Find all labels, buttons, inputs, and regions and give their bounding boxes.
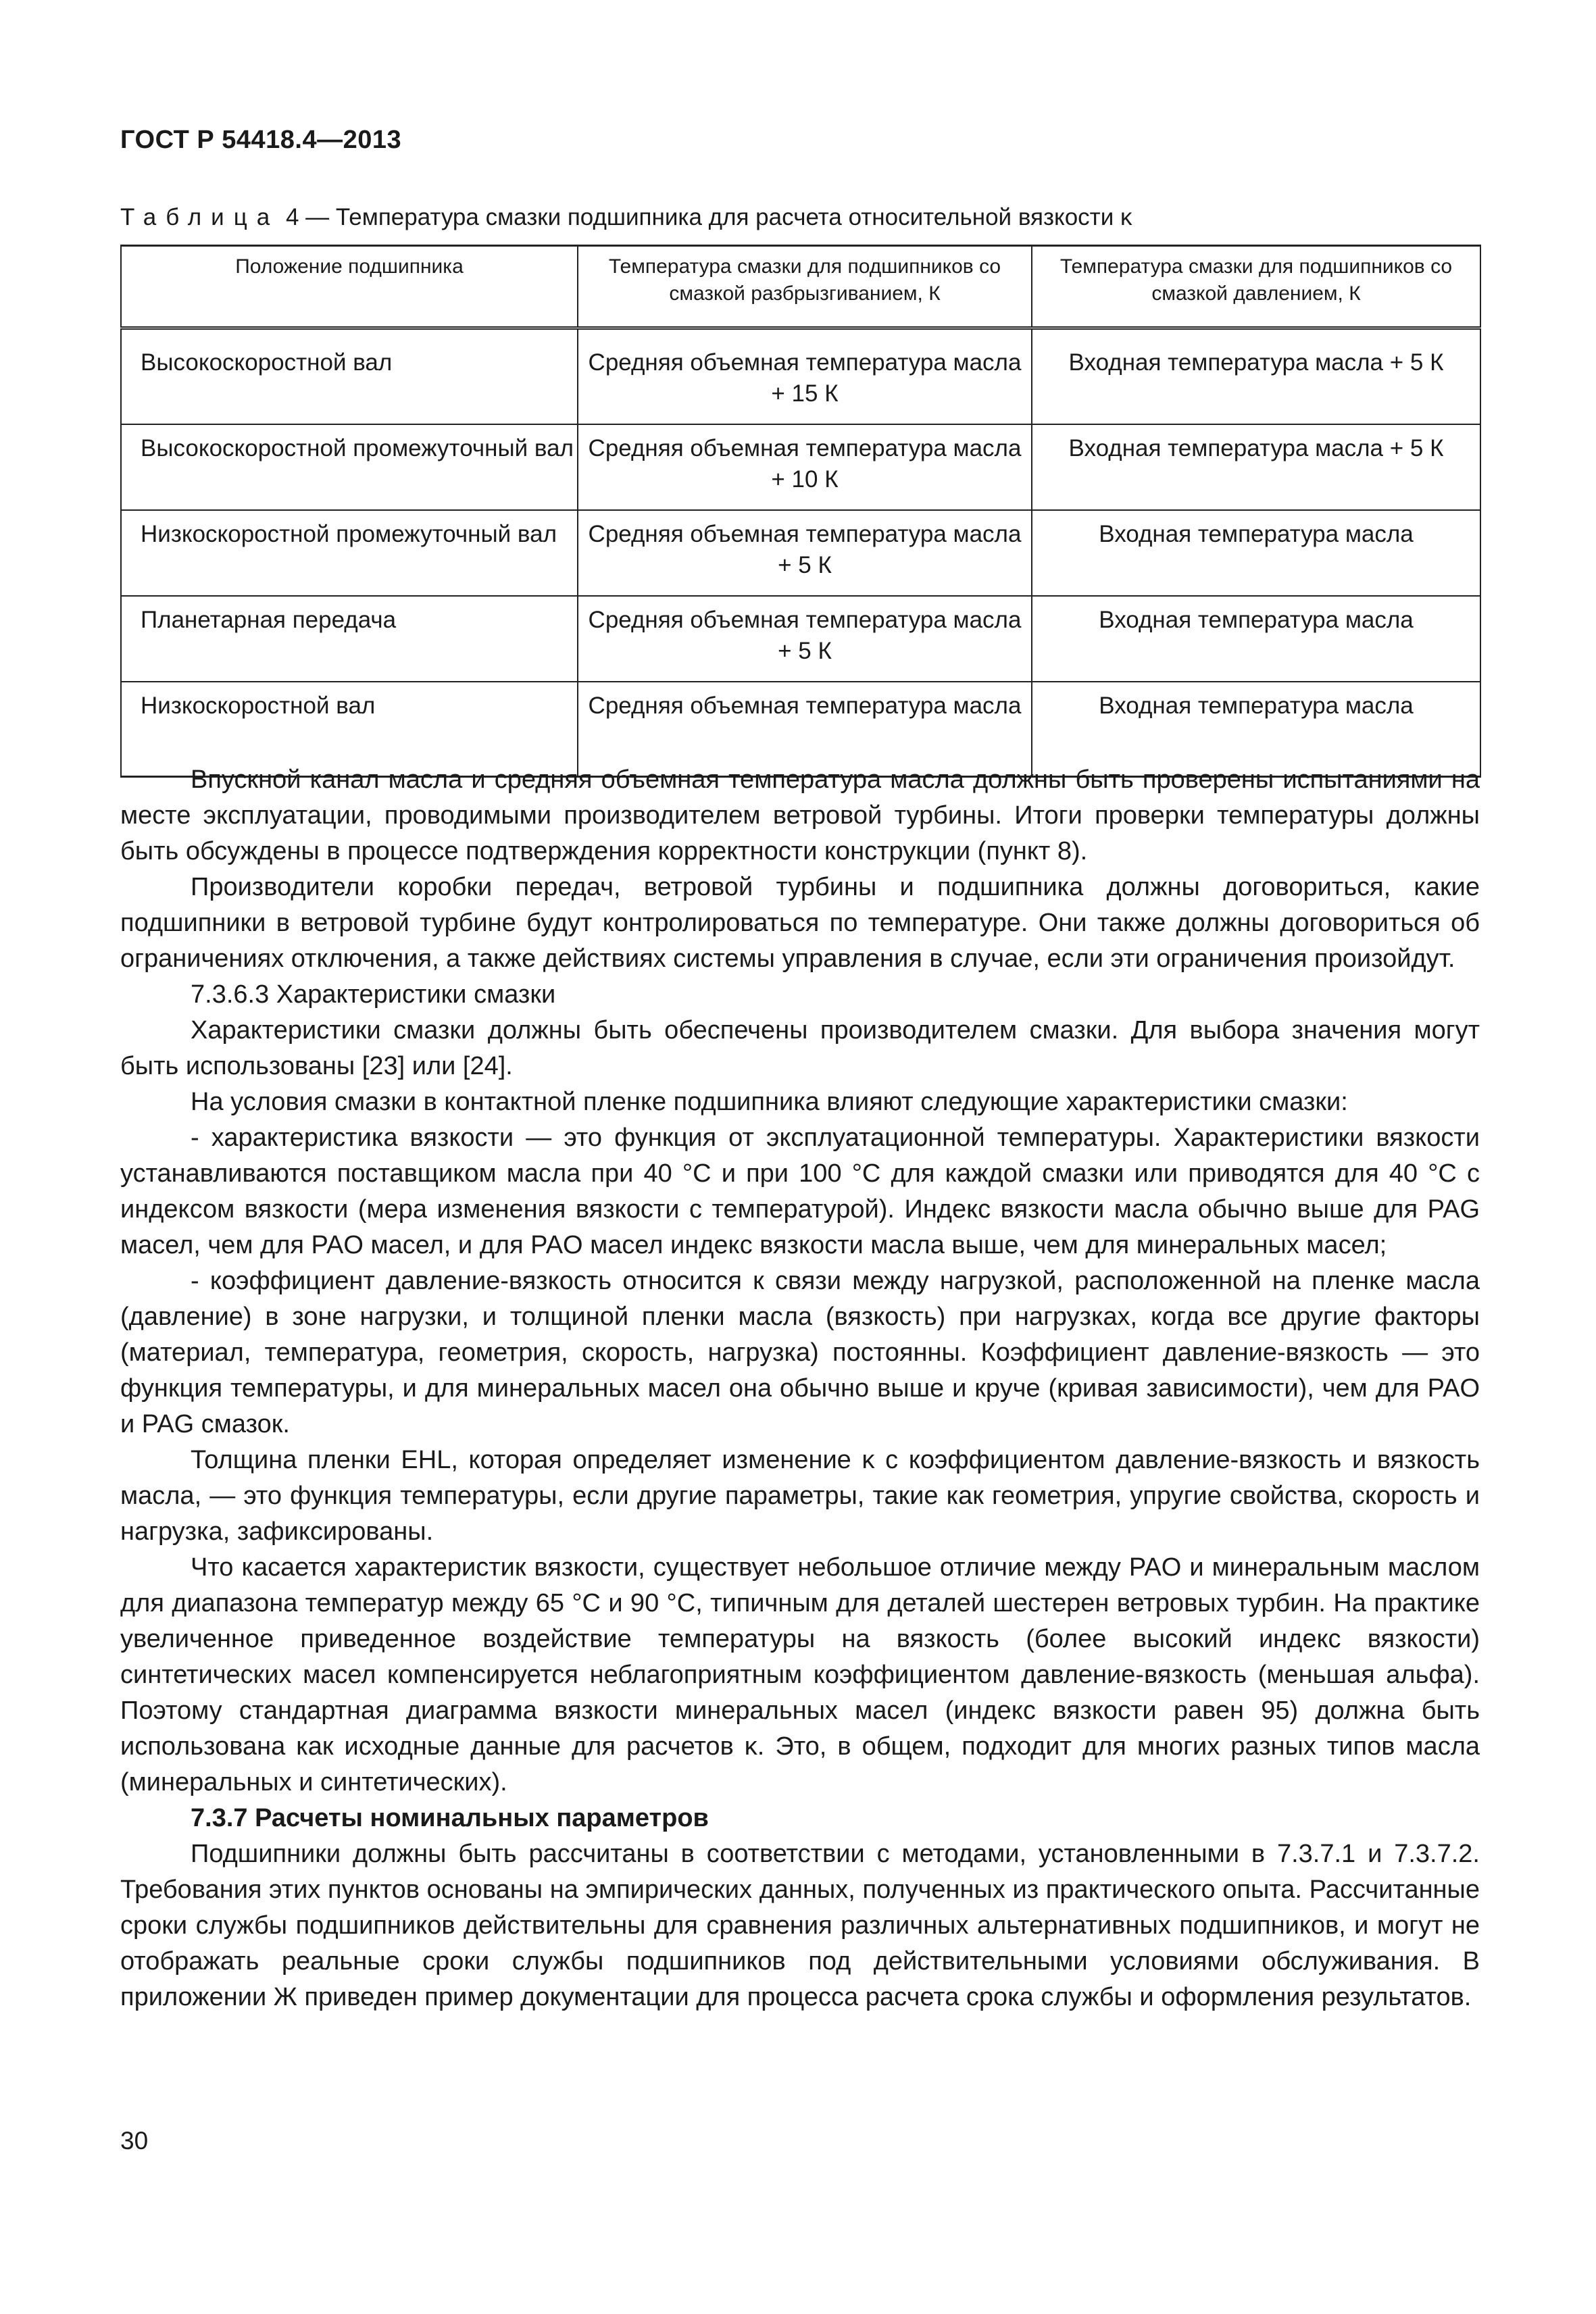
cell-splash: Средняя объемная температура масла [578,682,1032,777]
table-caption-text: 4 — Температура смазки подшипника для расчета относительной вязкости κ [279,204,1132,230]
cell-splash: Средняя объемная температура масла + 5 К [578,596,1032,682]
cell-position: Низкоскоростной промежуточный вал [121,510,578,596]
lubricant-temperature-table [120,245,1481,778]
cell-splash: Средняя объемная температура масла + 5 К [578,510,1032,596]
cell-splash: Средняя объемная температура масла + 15 К [578,328,1032,425]
cell-pressure: Входная температура масла [1032,682,1480,777]
body-text [120,762,1480,2015]
paragraph: Что касается характеристик вязкости, существует небольшое отличие между PAO и минеральным маслом для диапазона температур между 65 °С и 90 °С, типичным для деталей шестерен ветровых турбин. На практике увеличенное приведенное воздействие температуры на вязкость (более высокий индекс вязкости) синтетических масел компенсируется неблагоприятным коэффициентом давление-вязкость (меньшая альфа). Поэтому стандартная диаграмма вязкости минеральных масел (индекс вязкости равен 95) должна быть использована как исходные данные для расчетов κ. Это, в общем, подходит для многих разных типов масла (минеральных и синтетических). [120,1553,1480,1796]
paragraph: Характеристики смазки должны быть обеспечены производителем смазки. Для выбора значения могут быть использованы [23] или [24]. [120,1016,1480,1080]
list-item: - характеристика вязкости — это функция от эксплуатационной температуры. Характеристики вязкости устанавливаются поставщиком масла при 40 °С и при 100 °С для каждой смазки или приводятся для 40 °С с индексом вязкости (мера изменения вязкости с температурой). Индекс вязкости масла обычно выше для PAG масел, чем для PAO масел, и для PAO масел индекс вязкости масла выше, чем для минеральных масел; [120,1124,1480,1259]
page-number: 30 [120,2127,149,2155]
table-row [121,510,1480,596]
document-header: ГОСТ Р 54418.4—2013 [120,126,402,154]
table-row [121,424,1480,510]
column-header-position: Положение подшипника [121,246,578,328]
cell-pressure: Входная температура масла + 5 К [1032,424,1480,510]
table-row [121,328,1480,425]
table-caption-prefix: Таблица [120,204,280,230]
paragraph: На условия смазки в контактной пленке подшипника влияют следующие характеристики смазки: [191,1088,1348,1116]
cell-position: Планетарная передача [121,596,578,682]
paragraph: Подшипники должны быть рассчитаны в соответствии с методами, установленными в 7.3.7.1 и 7.3.7.2. Требования этих пунктов основаны на эмпирических данных, полученных из практического опыта. Рассчитанные сроки службы подшипников действительны для сравнения различных альтернативных подшипников, и могут не отображать реальные сроки службы подшипников под действительными условиями обслуживания. В приложении Ж приведен пример документации для процесса расчета срока службы и оформления результатов. [120,1840,1480,2011]
table-caption [120,204,1478,231]
paragraph: Толщина пленки EHL, которая определяет изменение κ с коэффициентом давление-вязкость и вязкость масла, — это функция температуры, если другие параметры, такие как геометрия, упругие свойства, скорость и нагрузка, зафиксированы. [120,1446,1480,1546]
column-header-pressure: Температура смазки для подшипников со смазкой давлением, К [1032,246,1480,328]
cell-position: Высокоскоростной вал [121,328,578,425]
subsection-heading: 7.3.6.3 Характеристики смазки [191,980,556,1009]
cell-position: Низкоскоростной вал [121,682,578,777]
paragraph: Производители коробки передач, ветровой турбины и подшипника должны договориться, какие подшипники в ветровой турбине будут контролироваться по температуре. Они также должны договориться об ограничениях отключения, а также действиях системы управления в случае, если эти ограничения произойдут. [120,873,1480,973]
cell-position: Высокоскоростной промежуточный вал [121,424,578,510]
cell-pressure: Входная температура масла [1032,596,1480,682]
list-item: - коэффициент давление-вязкость относится к связи между нагрузкой, расположенной на пленке масла (давление) в зоне нагрузки, и толщиной пленки масла (вязкость) при нагрузках, когда все другие факторы (материал, температура, геометрия, скорость, нагрузка) постоянны. Коэффициент давление-вязкость — это функция температуры, и для минеральных масел она обычно выше и круче (кривая зависимости), чем для PAO и PAG смазок. [120,1267,1480,1438]
section-heading: 7.3.7 Расчеты номинальных параметров [191,1804,709,1832]
column-header-splash: Температура смазки для подшипников со смазкой разбрызгиванием, К [578,246,1032,328]
cell-pressure: Входная температура масла + 5 К [1032,328,1480,425]
cell-pressure: Входная температура масла [1032,510,1480,596]
cell-splash: Средняя объемная температура масла + 10 К [578,424,1032,510]
table-row [121,596,1480,682]
paragraph: Впускной канал масла и средняя объемная температура масла должны быть проверены испытаниями на месте эксплуатации, проводимыми производителем ветровой турбины. Итоги проверки температуры должны быть обсуждены в процессе подтверждения корректности конструкции (пункт 8). [120,765,1480,865]
